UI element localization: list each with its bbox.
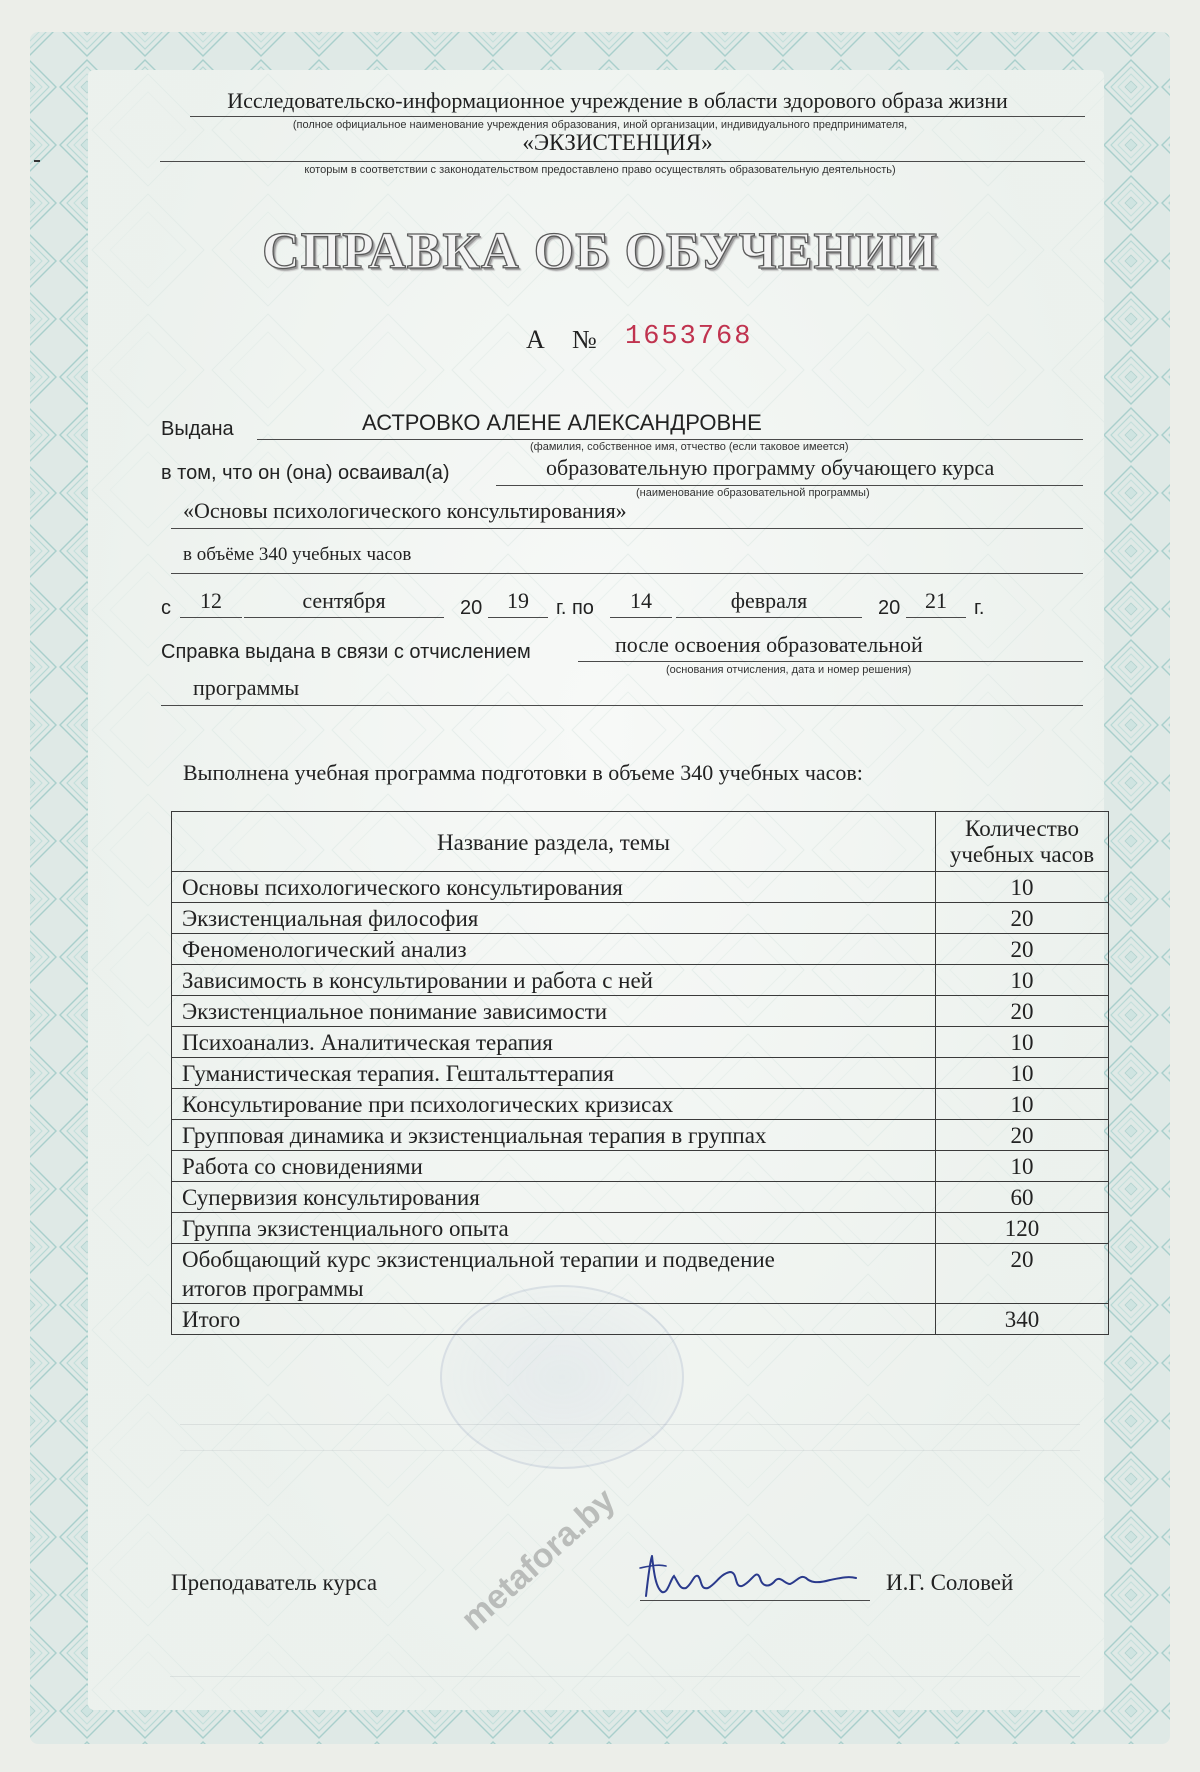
row-hours: 120	[936, 1213, 1109, 1244]
row-name: Обобщающий курс экзистенциальной терапии и подведение итогов программы	[172, 1244, 936, 1304]
from-year: 19	[507, 588, 529, 613]
row-hours: 20	[936, 934, 1109, 965]
row-hours: 10	[936, 1058, 1109, 1089]
faded-line	[180, 1450, 1080, 1451]
number-sign: №	[572, 325, 597, 354]
row-name: Экзистенциальное понимание зависимости	[172, 996, 936, 1027]
dismissal-value-line2: программы	[193, 675, 300, 700]
table-row	[172, 1027, 1109, 1058]
to-day: 14	[630, 588, 652, 613]
table-total-row	[172, 1304, 1109, 1335]
program-underline-2	[171, 528, 1083, 529]
row-name: Основы психологического консультирования	[172, 872, 936, 903]
from-day: 12	[200, 588, 222, 613]
total-hours: 340	[936, 1304, 1109, 1335]
program-value-line3: в объёме 340 учебных часов	[183, 544, 412, 565]
to-year-prefix: 20	[878, 597, 901, 619]
row-name: Психоанализ. Аналитическая терапия	[172, 1027, 936, 1058]
dismissal-underline-2	[161, 705, 1083, 706]
row-hours: 20	[936, 1244, 1109, 1304]
dismissal-caption: (основания отчисления, дата и номер решения)	[666, 664, 912, 676]
table-row	[172, 872, 1109, 903]
row-name: Феноменологический анализ	[172, 934, 936, 965]
table-row	[172, 1213, 1109, 1244]
row-name: Групповая динамика и экзистенциальная терапия в группах	[172, 1120, 936, 1151]
row-name: Зависимость в консультировании и работа с ней	[172, 965, 936, 996]
row-hours: 20	[936, 996, 1109, 1027]
row-name: Работа со сновидениями	[172, 1151, 936, 1182]
institution-underline-2	[160, 161, 1085, 162]
program-underline-3	[171, 573, 1083, 574]
program-value-line1: образовательную программу обучающего курса	[546, 455, 995, 480]
institution-name-line2: «ЭКЗИСТЕНЦИЯ»	[522, 130, 713, 155]
dismissal-underline-1	[578, 661, 1083, 662]
issued-underline	[257, 439, 1083, 440]
to-day-underline	[610, 617, 672, 618]
table-row	[172, 965, 1109, 996]
table-row	[172, 1182, 1109, 1213]
row-hours: 60	[936, 1182, 1109, 1213]
issued-caption: (фамилия, собственное имя, отчество (если таковое имеется)	[530, 441, 849, 453]
row-hours: 10	[936, 1089, 1109, 1120]
col-name-header: Название раздела, темы	[172, 812, 936, 872]
row-name: Экзистенциальная философия	[172, 903, 936, 934]
course-table	[171, 811, 1109, 1335]
certificate-number: 1653768	[625, 322, 753, 352]
row-hours: 20	[936, 1120, 1109, 1151]
signatory-name: И.Г. Соловей	[886, 1570, 1014, 1595]
to-year: 21	[925, 588, 947, 613]
total-label: Итого	[172, 1304, 936, 1335]
from-year-prefix: 20	[460, 597, 483, 619]
institution-underline-1	[190, 116, 1085, 117]
to-year-underline	[906, 617, 966, 618]
period-to-label: г. по	[556, 597, 594, 619]
table-row	[172, 1151, 1109, 1182]
signature-label: Преподаватель курса	[171, 1570, 378, 1595]
series-letter: А	[526, 325, 545, 354]
scan-mark	[34, 160, 40, 162]
row-hours: 20	[936, 903, 1109, 934]
row-name: Группа экзистенциального опыта	[172, 1213, 936, 1244]
program-underline-1	[496, 485, 1083, 486]
period-from-prefix: с	[161, 597, 171, 619]
table-intro: Выполнена учебная программа подготовки в объеме 340 учебных часов:	[183, 760, 863, 785]
issued-label: Выдана	[161, 418, 234, 440]
institution-caption-2: которым в соответствии с законодательством предоставлено право осуществлять образовательную деятельность)	[304, 164, 896, 176]
row-name: Супервизия консультирования	[172, 1182, 936, 1213]
dismissal-value-line1: после освоения образовательной	[615, 632, 923, 657]
from-day-underline	[180, 617, 242, 618]
row-name: Гуманистическая терапия. Гештальттерапия	[172, 1058, 936, 1089]
row-name: Консультирование при психологических кризисах	[172, 1089, 936, 1120]
table-row	[172, 934, 1109, 965]
institution-name-line1: Исследовательско-информационное учреждение в области здорового образа жизни	[227, 88, 1008, 113]
recipient-name: АСТРОВКО АЛЕНЕ АЛЕКСАНДРОВНЕ	[362, 410, 762, 435]
program-value-line2: «Основы психологического консультирования»	[183, 498, 627, 523]
program-caption: (наименование образовательной программы)	[636, 487, 870, 499]
institution-caption-1: (полное официальное наименование учреждения образования, иной организации, индивидуального предпринимателя,	[292, 119, 908, 131]
table-row	[172, 1058, 1109, 1089]
dismissal-label: Справка выдана в связи с отчислением	[161, 641, 531, 663]
year-suffix: г.	[974, 597, 985, 619]
table-row	[172, 996, 1109, 1027]
table-row	[172, 1244, 1109, 1304]
table-header-row	[172, 812, 1109, 872]
watermark: metafora.by	[453, 1481, 623, 1639]
from-month: сентября	[302, 588, 386, 613]
row-hours: 10	[936, 1151, 1109, 1182]
document-title: СПРАВКА ОБ ОБУЧЕНИИ	[262, 223, 938, 280]
table-row	[172, 1120, 1109, 1151]
from-month-underline	[244, 617, 444, 618]
to-month: февраля	[730, 588, 808, 613]
row-hours: 10	[936, 965, 1109, 996]
from-year-underline	[488, 617, 548, 618]
table-row	[172, 903, 1109, 934]
row-hours: 10	[936, 1027, 1109, 1058]
row-hours: 10	[936, 872, 1109, 903]
program-label: в том, что он (она) осваивал(а)	[161, 462, 450, 484]
to-month-underline	[676, 617, 862, 618]
faded-line	[170, 1676, 1080, 1677]
handwritten-signature	[634, 1548, 874, 1608]
col-hours-header: Количество учебных часов	[936, 812, 1109, 872]
faded-line	[180, 1424, 1080, 1425]
table-row	[172, 1089, 1109, 1120]
